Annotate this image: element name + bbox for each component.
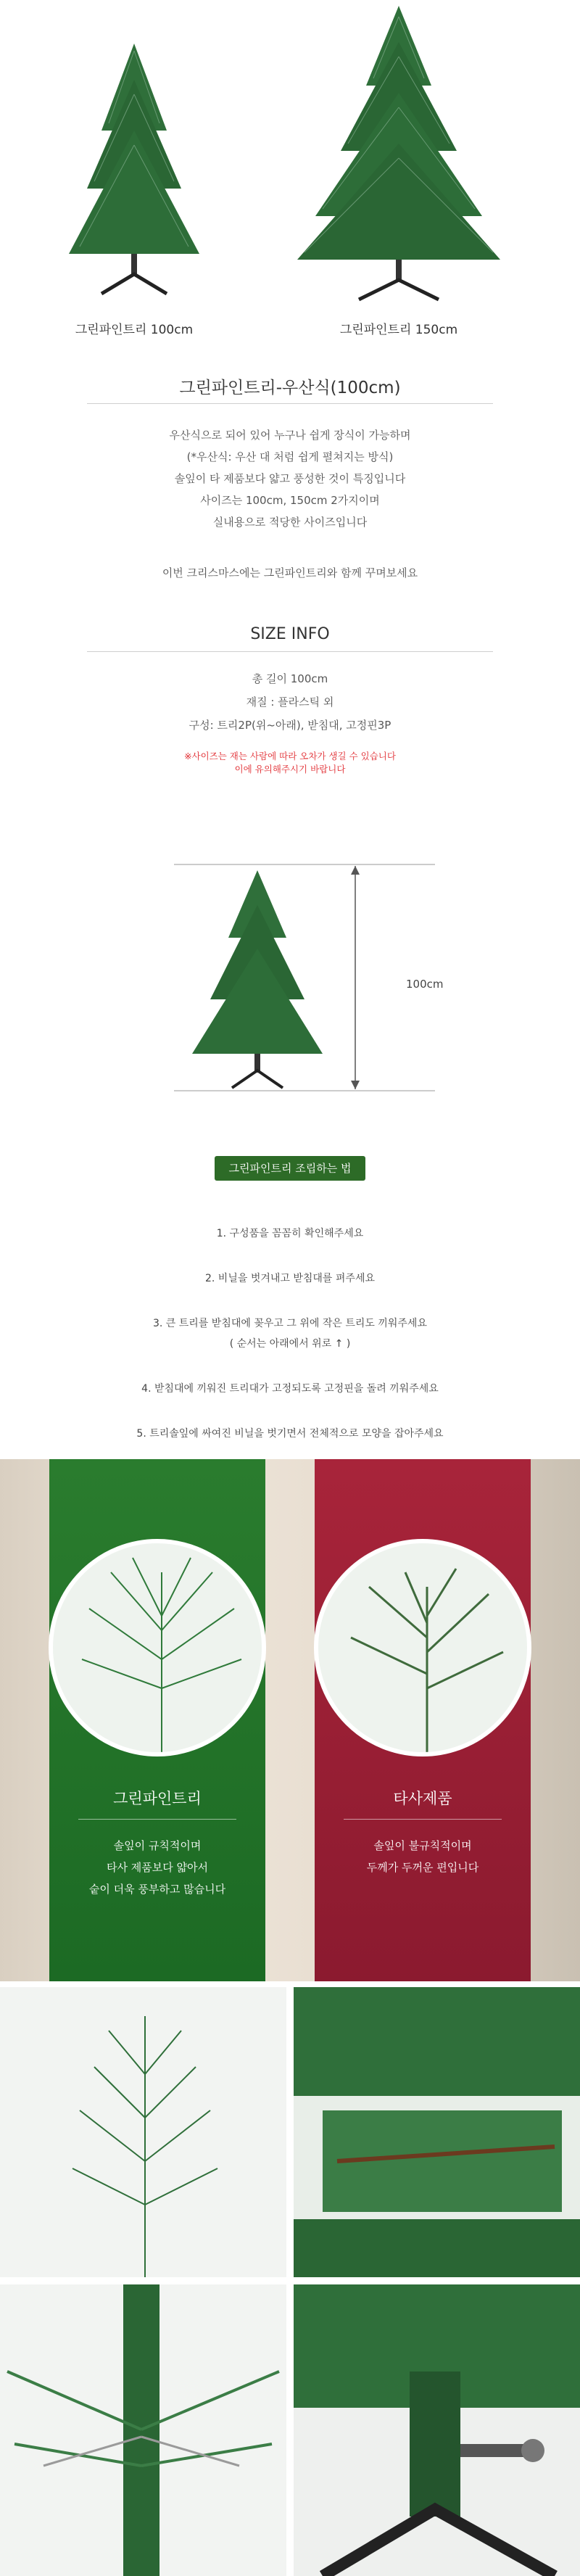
red-panel-divider (344, 1819, 502, 1820)
dimension-diagram (174, 804, 464, 1108)
green-panel-title: 그린파인트리 (113, 1790, 202, 1807)
detail-photo-branch (0, 1987, 286, 2277)
size-info-line: 총 길이 100cm (252, 672, 328, 685)
detail-photo-umbrella-frame (0, 2284, 286, 2576)
page-title: 그린파인트리-우산식(100cm) (179, 379, 401, 397)
closing-text: 이번 크리스마스에는 그린파인트리와 함께 꾸며보세요 (162, 566, 418, 579)
size-info-divider (87, 651, 493, 652)
size-notice-line: 이에 유의해주시기 바랍니다 (234, 764, 346, 775)
assembly-badge: 그린파인트리 조립하는 법 (215, 1156, 366, 1181)
assembly-step: 1. 구성품을 꼼꼼히 확인해주세요 (216, 1228, 364, 1239)
green-panel-line: 타사 제품보다 얇아서 (107, 1861, 208, 1874)
green-needle-closeup (49, 1539, 266, 1756)
dimension-label: 100cm (406, 978, 444, 991)
red-panel-text (315, 1835, 531, 1878)
comparison-red-panel (315, 1459, 531, 1981)
description-line: 우산식으로 되어 있어 누구나 쉽게 장식이 가능하며 (169, 429, 411, 442)
green-panel-text (49, 1835, 265, 1900)
title-divider (87, 403, 493, 404)
description-line: 실내용으로 적당한 사이즈입니다 (212, 516, 368, 529)
tree-100cm-caption: 그린파인트리 100cm (75, 323, 194, 337)
assembly-step: 2. 비닐을 벗겨내고 받침대를 펴주세요 (204, 1273, 376, 1284)
tree-150cm-image (290, 6, 508, 305)
assembly-badge-wrap (0, 1160, 580, 1176)
assembly-step: 3. 큰 트리를 받침대에 꽂우고 그 위에 작은 트리도 끼워주세요 (153, 1318, 427, 1329)
detail-photo-stand-pin (294, 2284, 580, 2576)
green-panel-divider (78, 1819, 236, 1820)
tree-100cm-image (58, 44, 210, 305)
red-panel-title: 타사제품 (393, 1790, 452, 1807)
comparison-green-panel (49, 1459, 265, 1981)
size-info-lines (0, 667, 580, 737)
description-line: 솔잎이 타 제품보다 얇고 풍성한 것이 특징입니다 (174, 472, 406, 485)
size-info-line: 재질 : 플라스틱 외 (246, 695, 334, 709)
size-notice-line: ※사이즈는 재는 사람에 따라 오차가 생길 수 있습니다 (184, 751, 396, 761)
red-panel-line: 두께가 두꺼운 편입니다 (366, 1861, 479, 1874)
red-panel-line: 솔잎이 불규칙적이며 (373, 1839, 472, 1852)
description-line: (*우산식: 우산 대 처럼 쉽게 펼쳐지는 방식) (186, 450, 394, 463)
size-info-line: 구성: 트리2P(위~아래), 받침대, 고정핀3P (188, 719, 392, 732)
comparison-section (0, 1459, 580, 1981)
size-notice (0, 750, 580, 776)
size-info-heading: SIZE INFO (250, 625, 330, 643)
green-panel-line: 숱이 더욱 풍부하고 많습니다 (88, 1883, 226, 1896)
detail-photo-needles (294, 1987, 580, 2277)
tree-150cm-caption: 그린파인트리 150cm (339, 323, 458, 337)
assembly-step: 5. 트리솔잎에 싸여진 비닐을 벗기면서 전체적으로 모양을 잡아주세요 (136, 1428, 444, 1440)
green-panel-line: 솔잎이 규칙적이며 (113, 1839, 202, 1852)
other-needle-closeup (314, 1539, 531, 1756)
assembly-step-note: ( 순서는 아래에서 위로 ↑ ) (229, 1338, 351, 1350)
description (0, 424, 580, 533)
description-line: 사이즈는 100cm, 150cm 2가지이며 (200, 494, 380, 507)
assembly-step: 4. 받침대에 끼워진 트리대가 고정되도록 고정핀을 돌려 끼워주세요 (141, 1383, 439, 1395)
